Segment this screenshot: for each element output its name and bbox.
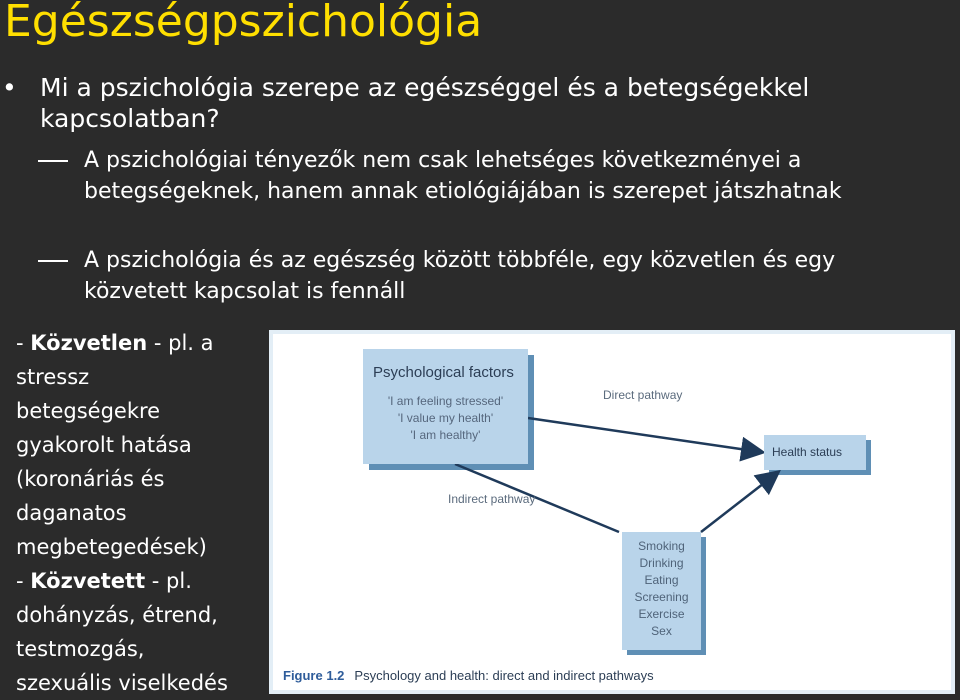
psych-quote: 'I am feeling stressed' [387,394,504,408]
psych-quote: 'I am healthy' [410,428,481,442]
sidebar-line: - Közvetlen - pl. a [16,331,214,355]
indirect-arrow [701,473,777,532]
health-status-box [764,435,866,470]
sidebar-line: (koronáriás és [16,467,165,491]
bullet-dot: • [2,73,17,102]
slide-title: Egészségpszichológia [4,0,483,47]
figure-number: Figure 1.2 [283,668,345,683]
health-status-label: Health status [772,445,843,459]
psych-box-title: Psychological factors [373,364,514,381]
behaviour-item: Smoking [638,539,685,553]
sub-bullet-2-text: A pszichológia és az egészség között többféle, egy közvetlen és egy közvetett kapcsolat is fennáll [84,248,836,304]
psych-quote: 'I value my health' [397,411,494,425]
sidebar-line: - Közvetett - pl. [16,569,192,593]
figure-canvas [273,334,951,690]
pathway-figure [269,330,955,694]
sub-bullet-1-text: A pszichológiai tényezők nem csak lehetséges következményei a betegségeknek, hanem annak etiológiájában is szerepet játszhatnak [84,148,842,204]
psychological-factors-box [363,349,528,464]
direct-arrow [528,418,761,452]
figure-caption [283,668,654,683]
sidebar-line: megbetegedések) [16,535,207,559]
behaviour-item: Eating [644,573,679,587]
behaviours-box [622,532,701,650]
sidebar-line: stressz [16,365,90,389]
behaviour-item: Sex [651,624,672,638]
indirect-pathway-label: Indirect pathway [448,492,536,506]
behaviour-item: Drinking [639,556,684,570]
main-bullet-text: Mi a pszichológia szerepe az egészséggel és a betegségekkel kapcsolatban? [40,73,810,133]
dash-icon [38,160,68,162]
behaviour-item: Screening [634,590,689,604]
sidebar-line: dohányzás, étrend, [16,603,218,627]
sidebar-line: betegségekre [16,399,161,423]
sidebar-line: testmozgás, [16,637,145,661]
sidebar-line: daganatos [16,501,127,525]
sidebar-line: szexuális viselkedés [16,671,228,695]
sidebar-line: gyakorolt hatása [16,433,192,457]
figure-caption-text: Psychology and health: direct and indirect pathways [354,668,654,683]
direct-pathway-label: Direct pathway [603,388,683,402]
dash-icon [38,260,68,262]
behaviour-item: Exercise [638,607,685,621]
sidebar-text [16,326,266,700]
